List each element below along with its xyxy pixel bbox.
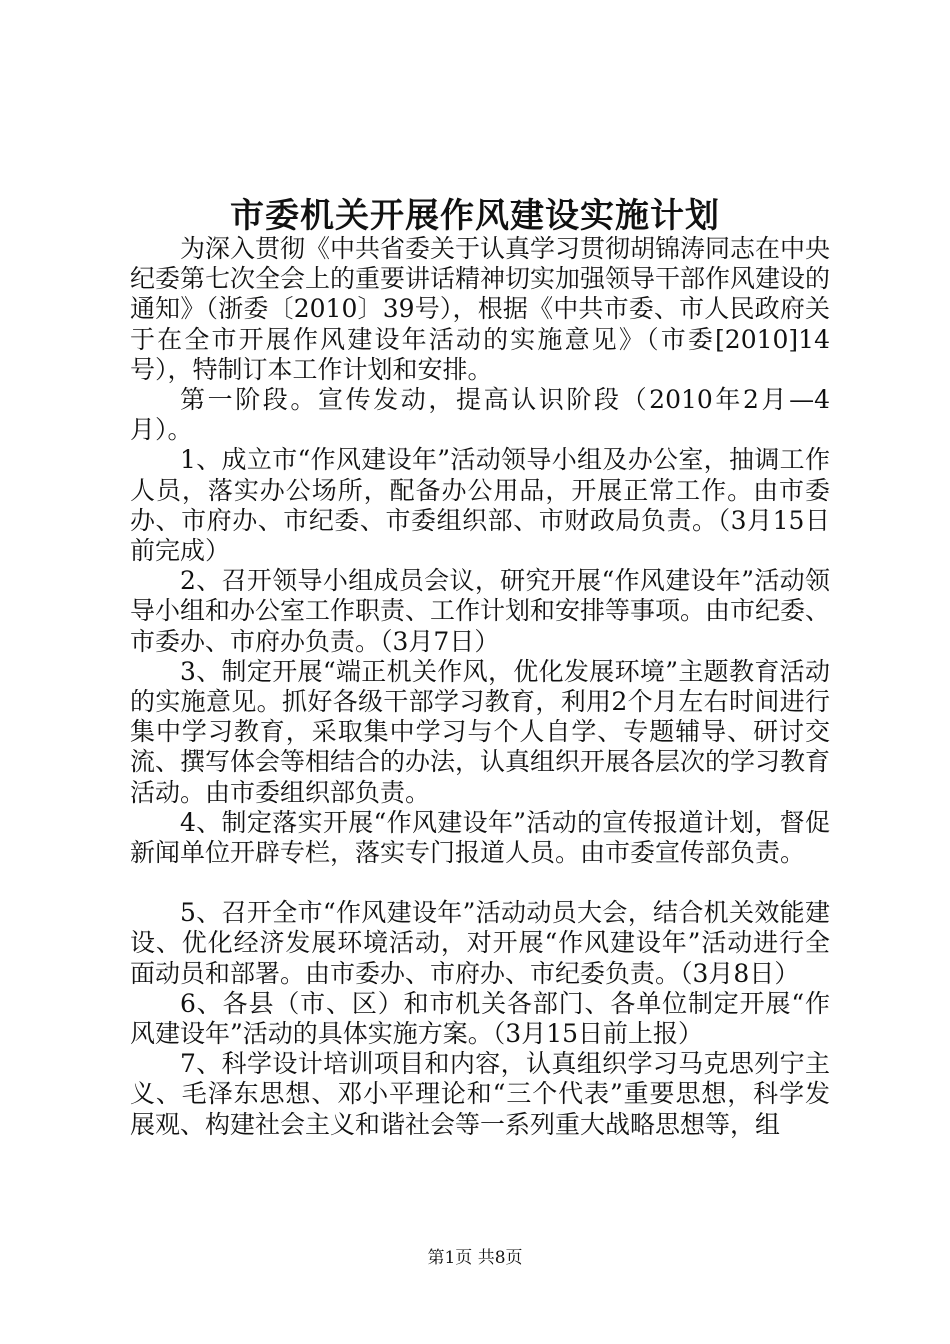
paragraph-item-2: 2、召开领导小组成员会议，研究开展“作风建设年”活动领导小组和办公室工作职责、工作计划和安排等事项。由市纪委、市委办、市府办负责。（3月7日） — [130, 566, 831, 656]
paragraph-item-5: 5、召开全市“作风建设年”活动动员大会，结合机关效能建设、优化经济发展环境活动，对开展“作风建设年”活动进行全面动员和部署。由市委办、市府办、市纪委负责。（3月8日） — [130, 898, 830, 988]
page-number-footer: 第1页 共8页 — [427, 1248, 523, 1268]
paragraph-item-6: 6、各县（市、区）和市机关各部门、各单位制定开展“作风建设年”活动的具体实施方案。（3月15日前上报） — [130, 988, 830, 1049]
document-title: 市委机关开展作风建设实施计划 — [230, 196, 720, 236]
paragraph-stage-one: 第一阶段。宣传发动，提高认识阶段（2010年2月—4月）。 — [130, 385, 830, 445]
paragraph-item-1: 1、成立市“作风建设年”活动领导小组及办公室，抽调工作人员，落实办公场所，配备办公用品，开展正常工作。由市委办、市府办、市纪委、市委组织部、市财政局负责。（3月15日前完成） — [130, 445, 830, 566]
paragraph-item-3: 3、制定开展“端正机关作风，优化发展环境”主题教育活动的实施意见。抓好各级干部学习教育，利用2个月左右时间进行集中学习教育，采取集中学习与个人自学、专题辅导、研讨交流、撰写体会等相结合的办法，认真组织开展各层次的学习教育活动。由市委组织部负责。 — [130, 656, 831, 807]
paragraph-intro: 为深入贯彻《中共省委关于认真学习贯彻胡锦涛同志在中央纪委第七次全会上的重要讲话精神切实加强领导干部作风建设的通知》（浙委〔2010〕39号），根据《中共市委、市人民政府关于在全市开展作风建设年活动的实施意见》（市委[2010]14号），特制订本工作计划和安排。 — [130, 234, 831, 384]
paragraph-item-7: 7、科学设计培训项目和内容，认真组织学习马克思列宁主义、毛泽东思想、邓小平理论和“三个代表”重要思想，科学发展观、构建社会主义和谐社会等一系列重大战略思想等，组 — [130, 1049, 830, 1139]
document-body — [130, 234, 830, 1140]
paragraph-item-4: 4、制定落实开展“作风建设年”活动的宣传报道计划，督促新闻单位开辟专栏，落实专门报道人员。由市委宣传部负责。 — [130, 807, 830, 868]
